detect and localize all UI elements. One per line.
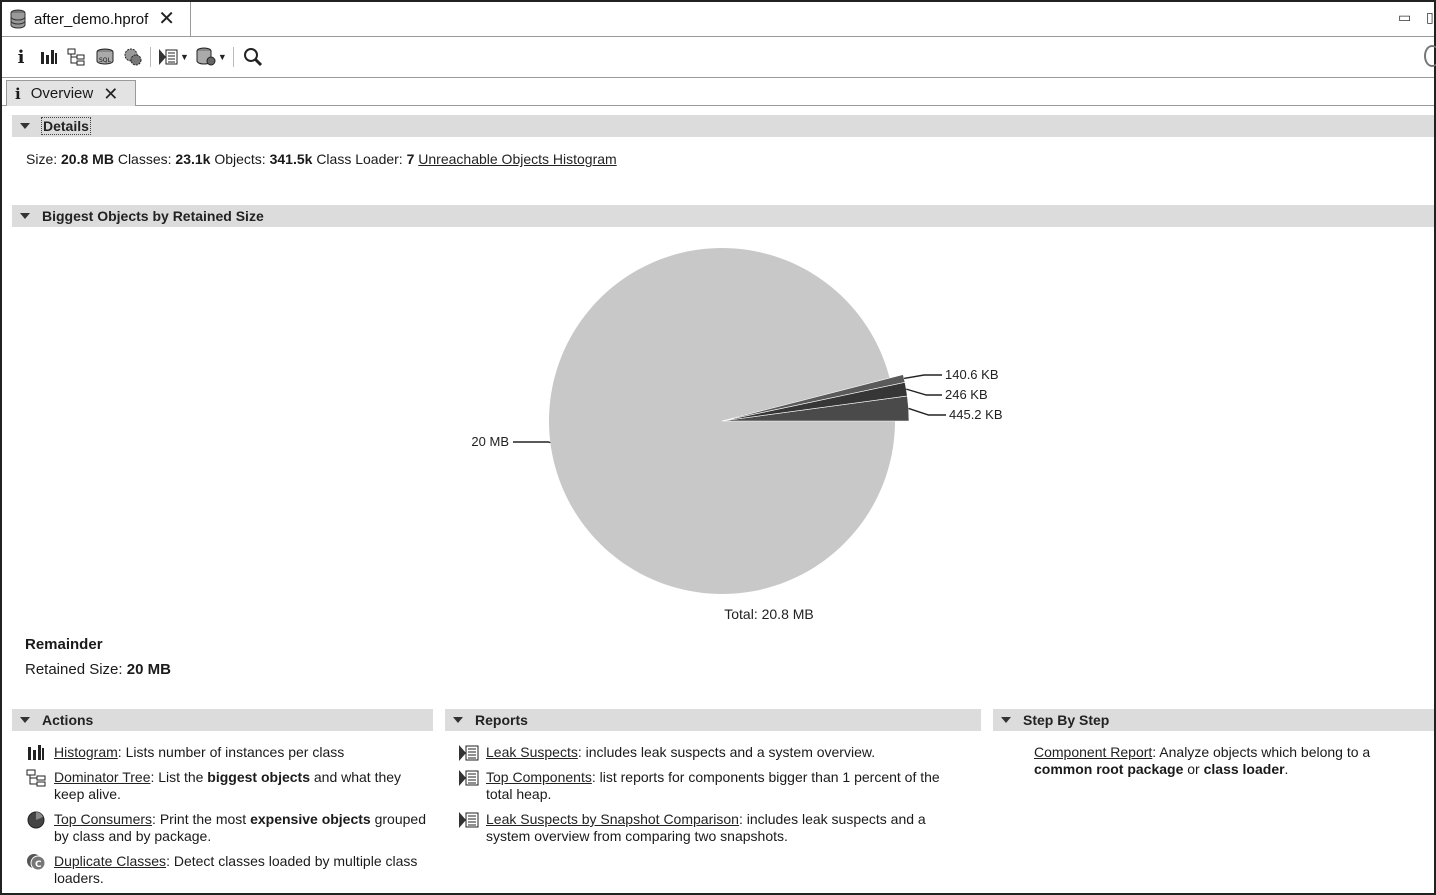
actions-list: [26, 744, 426, 895]
report-description: : includes leak suspects and a system overview from comparing two snapshots.: [486, 811, 926, 844]
unreachable-objects-link[interactable]: Unreachable Objects Histogram: [418, 151, 617, 167]
details-summary: [26, 151, 617, 167]
report-top-components: [458, 769, 958, 803]
step-description: : Analyze objects which belong to a: [1152, 744, 1371, 760]
report-leak-suspects: [458, 744, 958, 761]
chevron-down-icon[interactable]: ▼: [217, 52, 227, 62]
report-description: : list reports for components bigger than 1 percent of the total heap.: [486, 769, 940, 802]
snapshot-comparison-link[interactable]: Leak Suspects by Snapshot Comparison: [486, 811, 739, 827]
action-description: and what they keep alive.: [54, 769, 402, 802]
pie-slice-label: 246 KB: [945, 387, 988, 402]
remainder-title: Remainder: [25, 636, 103, 653]
collapse-triangle-icon: [20, 213, 30, 219]
svg-text:SQL: SQL: [99, 57, 111, 64]
actions-section-header[interactable]: [12, 709, 433, 731]
step-by-step-list: [1006, 744, 1426, 786]
action-description: : Detect classes loaded by multiple class loaders.: [54, 853, 418, 886]
database-icon: [10, 9, 26, 29]
chart-total-label: Total: 20.8 MB: [724, 606, 814, 622]
pie-slice-label: 140.6 KB: [945, 367, 999, 382]
pie-leader-line: [906, 389, 942, 395]
action-emphasis: biggest objects: [207, 769, 310, 785]
svg-text:C: C: [35, 860, 42, 870]
toolbar-separator: [233, 47, 234, 67]
details-title: Details: [43, 118, 89, 134]
reports-section-header[interactable]: [445, 709, 981, 731]
dominator-tree-icon[interactable]: [66, 46, 88, 68]
oql-icon[interactable]: [94, 46, 116, 68]
top-components-link[interactable]: Top Components: [486, 769, 592, 785]
view-tab-strip: [2, 78, 1434, 106]
component-report-link[interactable]: Component Report: [1034, 744, 1153, 760]
step-by-step-title: Step By Step: [1023, 712, 1110, 728]
classes-value: 23.1k: [175, 151, 211, 167]
size-value: 20.8 MB: [61, 151, 114, 167]
action-description: : Print the most: [152, 811, 251, 827]
pie-leader-line: [904, 375, 942, 378]
step-emphasis: class loader: [1203, 761, 1285, 777]
tab-overview[interactable]: [6, 80, 136, 106]
help-icon[interactable]: [1424, 45, 1436, 67]
top-consumers-link[interactable]: Top Consumers: [54, 811, 153, 827]
action-histogram: [26, 744, 426, 761]
search-icon[interactable]: [242, 46, 264, 68]
size-label: Size:: [26, 151, 58, 167]
close-icon[interactable]: ✕: [158, 8, 176, 30]
reports-icon[interactable]: [157, 46, 179, 68]
top-consumers-icon: [26, 811, 48, 829]
action-description: : List the: [150, 769, 208, 785]
threads-icon[interactable]: [122, 46, 144, 68]
toolbar-separator: [150, 47, 151, 67]
report-icon: [458, 769, 480, 787]
histogram-link[interactable]: Histogram: [54, 744, 118, 760]
class-loader-value: 7: [406, 151, 415, 167]
report-icon: [458, 744, 480, 762]
classes-label: Classes:: [117, 151, 172, 167]
query-browser-icon[interactable]: [195, 46, 217, 68]
editor-tab[interactable]: [2, 2, 191, 36]
action-description: grouped by class and by package.: [54, 811, 426, 844]
minimize-icon[interactable]: ▭: [1398, 9, 1412, 25]
report-description: : includes leak suspects and a system overview.: [577, 744, 876, 760]
step-emphasis: common root package: [1034, 761, 1184, 777]
remainder-retained-size: [25, 661, 171, 678]
step-by-step-section-header[interactable]: [993, 709, 1434, 731]
action-emphasis: expensive objects: [250, 811, 371, 827]
step-component-report: [1006, 744, 1426, 778]
pie-slice-label: 20 MB: [471, 434, 509, 449]
duplicate-classes-icon: [26, 853, 48, 871]
action-dominator-tree: [26, 769, 426, 803]
toolbar: [2, 37, 1434, 78]
biggest-objects-title: Biggest Objects by Retained Size: [42, 208, 264, 224]
editor-tab-title: after_demo.hprof: [34, 10, 149, 28]
tab-overview-label: Overview: [30, 85, 94, 102]
pie-leader-line: [909, 408, 946, 415]
collapse-triangle-icon: [1001, 717, 1011, 723]
action-duplicate-classes: [26, 853, 426, 887]
pie-chart: [2, 232, 1434, 632]
chevron-down-icon[interactable]: ▼: [180, 52, 189, 62]
retained-size-label: Retained Size:: [25, 661, 123, 678]
collapse-triangle-icon: [20, 123, 30, 129]
pie-slice-label: 445.2 KB: [949, 407, 1003, 422]
retained-size-value: 20 MB: [126, 661, 171, 678]
action-description: : Lists number of instances per class: [117, 744, 345, 760]
details-section-header[interactable]: [12, 115, 1434, 137]
step-description: .: [1284, 761, 1289, 777]
report-icon: [458, 811, 480, 829]
collapse-triangle-icon: [20, 717, 30, 723]
biggest-objects-chart: [2, 232, 1434, 632]
action-top-consumers: [26, 811, 426, 845]
pie-leader-line: [513, 442, 550, 443]
actions-title: Actions: [42, 712, 94, 728]
reports-title: Reports: [475, 712, 528, 728]
dominator-tree-link[interactable]: Dominator Tree: [54, 769, 151, 785]
collapse-triangle-icon: [453, 717, 463, 723]
biggest-objects-section-header[interactable]: [12, 205, 1434, 227]
reports-list: [458, 744, 958, 853]
step-description: or: [1183, 761, 1204, 777]
close-icon[interactable]: ✕: [103, 83, 119, 104]
dominator-tree-icon: [26, 769, 48, 787]
objects-value: 341.5k: [269, 151, 313, 167]
info-icon: i: [15, 84, 21, 103]
info-icon[interactable]: i: [17, 46, 25, 68]
objects-label: Objects:: [214, 151, 266, 167]
leak-suspects-link[interactable]: Leak Suspects: [486, 744, 578, 760]
report-snapshot-comparison: [458, 811, 958, 845]
editor-tab-bar: [2, 2, 1434, 37]
histogram-icon: [26, 744, 48, 762]
duplicate-classes-link[interactable]: Duplicate Classes: [54, 853, 167, 869]
histogram-icon[interactable]: [38, 46, 60, 68]
class-loader-label: Class Loader:: [316, 151, 403, 167]
maximize-icon[interactable]: ▯: [1426, 9, 1434, 25]
